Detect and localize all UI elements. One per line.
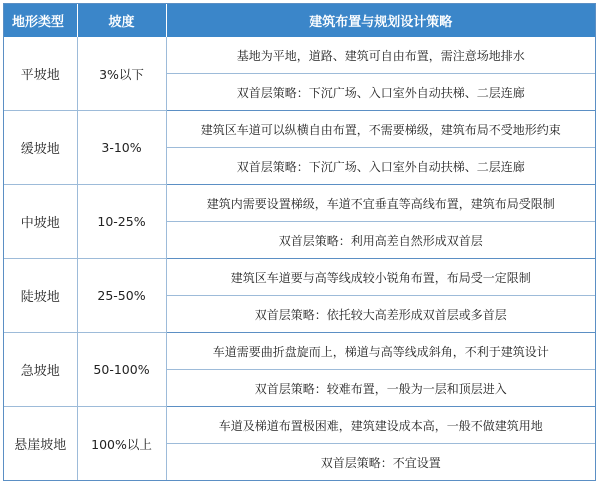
strategy-cell: 建筑内需要设置梯级，车道不宜垂直等高线布置，建筑布局受限制 (166, 185, 595, 222)
strategy-cell: 建筑区车道要与高等线成较小锐角布置，布局受一定限制 (166, 259, 595, 296)
header-slope: 坡度 (77, 4, 166, 37)
strategy-cell: 双首层策略：下沉广场、入口室外自动扶梯、二层连廊 (166, 74, 595, 111)
slope-cell: 50-100% (77, 333, 166, 407)
slope-cell: 3%以下 (77, 37, 166, 111)
strategy-cell: 双首层策略：下沉广场、入口室外自动扶梯、二层连廊 (166, 148, 595, 185)
table-row (4, 259, 595, 296)
slope-strategy-table (4, 4, 595, 481)
terrain-type-cell: 中坡地 (4, 185, 77, 259)
strategy-cell: 双首层策略：利用高差自然形成双首层 (166, 222, 595, 259)
table-row (4, 333, 595, 370)
strategy-cell: 双首层策略：依托较大高差形成双首层或多首层 (166, 296, 595, 333)
slope-strategy-table-frame (3, 3, 596, 481)
strategy-cell: 基地为平地，道路、建筑可自由布置，需注意场地排水 (166, 37, 595, 74)
slope-cell: 25-50% (77, 259, 166, 333)
table-row (4, 407, 595, 444)
slope-cell: 3-10% (77, 111, 166, 185)
terrain-type-cell: 陡坡地 (4, 259, 77, 333)
header-strategy: 建筑布置与规划设计策略 (166, 4, 595, 37)
strategy-cell: 车道及梯道布置极困难，建筑建设成本高，一般不做建筑用地 (166, 407, 595, 444)
table-row (4, 185, 595, 222)
terrain-type-cell: 平坡地 (4, 37, 77, 111)
terrain-type-cell: 缓坡地 (4, 111, 77, 185)
slope-cell: 100%以上 (77, 407, 166, 481)
table-header-row (4, 4, 595, 37)
strategy-cell: 建筑区车道可以纵横自由布置，不需要梯级，建筑布局不受地形约束 (166, 111, 595, 148)
table-row (4, 37, 595, 74)
header-terrain-type: 地形类型 (4, 4, 77, 37)
strategy-cell: 车道需要曲折盘旋而上，梯道与高等线成斜角，不利于建筑设计 (166, 333, 595, 370)
table-row (4, 111, 595, 148)
strategy-cell: 双首层策略：较难布置，一般为一层和顶层进入 (166, 370, 595, 407)
strategy-cell: 双首层策略：不宜设置 (166, 444, 595, 481)
terrain-type-cell: 急坡地 (4, 333, 77, 407)
slope-cell: 10-25% (77, 185, 166, 259)
terrain-type-cell: 悬崖坡地 (4, 407, 77, 481)
